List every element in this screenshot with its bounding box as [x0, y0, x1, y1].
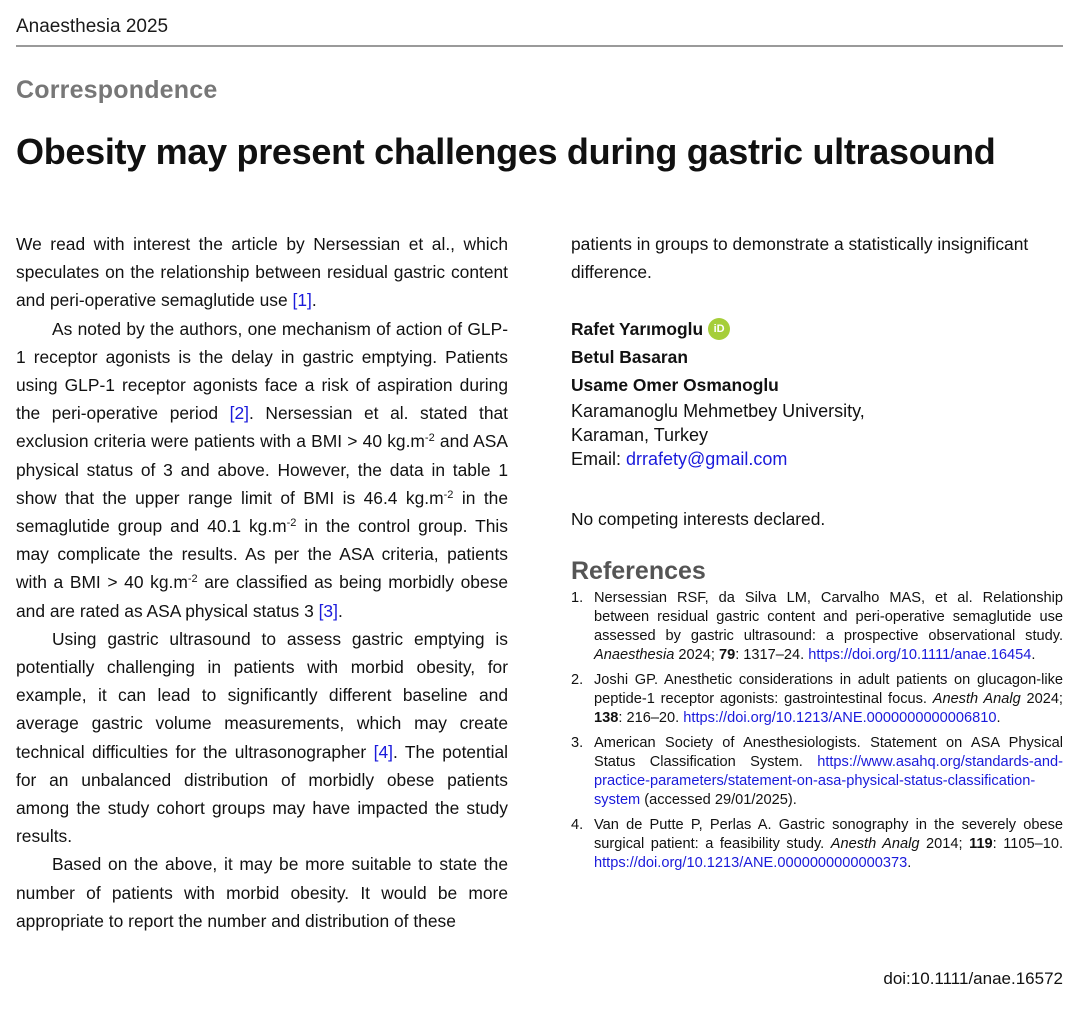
reference-item: 2. Joshi GP. Anesthetic considerations in adult patients on glucagon-like peptide-1 receptor agonists: gastrointestinal focus. Anesth Analg 2024; 138: 216–20. https://doi.org/10.1213/ANE.0000000000006810. [571, 672, 1063, 727]
section-label: Correspondence [16, 76, 218, 104]
reference-item: 3. American Society of Anesthesiologists. Statement on ASA Physical Status Classification System. https://www.asahq.org/standards-and-practice-parameters/statement-on-asa-physical-status-classification-system (accessed 29/01/2025). [571, 735, 1063, 809]
competing-interests: No competing interests declared. [571, 509, 826, 530]
paragraph-1: We read with interest the article by Nersessian et al., which speculates on the relationship between residual gastric content and peri-operative semaglutide use [1]. [16, 234, 508, 311]
header-divider [16, 45, 1063, 47]
affiliation-line-2: Karaman, Turkey [571, 425, 709, 446]
reference-url[interactable]: https://doi.org/10.1213/ANE.0000000000006810 [683, 710, 997, 727]
author-name: Rafet Yarımoglu [571, 319, 704, 340]
article-doi: doi:10.1111/anae.16572 [883, 969, 1063, 988]
article-title: Obesity may present challenges during gastric ultrasound [16, 131, 996, 172]
affiliation-line-1: Karamanoglu Mehmetbey University, [571, 401, 865, 422]
reference-url[interactable]: https://doi.org/10.1111/anae.16454 [808, 647, 1032, 664]
orcid-icon[interactable]: iD [708, 318, 730, 340]
references-heading: References [571, 557, 706, 586]
journal-header: Anaesthesia 2025 [16, 16, 169, 37]
paragraph-4: Based on the above, it may be more suitable to state the number of patients with morbid obesity. It would be more appropriate to report the number and distribution of these [16, 854, 508, 931]
reference-item: 1. Nersessian RSF, da Silva LM, Carvalho MAS, et al. Relationship between residual gastric content and peri-operative semaglutide use assessed by gastric ultrasound: a prospective observational study. Anaesthesia 2024; 79: 1317–24. https://doi.org/10.1111/anae.16454. [571, 590, 1063, 664]
paragraph-3: Using gastric ultrasound to assess gastric emptying is potentially challenging in patients with morbid obesity, for example, it can lead to significantly different baseline and average gastric volume measurements, which may create technical difficulties for the ultrasonographer [4]. The potential for an unbalanced distribution of morbidly obese patients among the study cohort groups may have impacted the study results. [16, 628, 508, 847]
reference-list [571, 589, 1063, 873]
reference-item: 4. Van de Putte P, Perlas A. Gastric sonography in the severely obese surgical patient: a feasibility study. Anesth Analg 2014; 119: 1105–10. https://doi.org/10.1213/ANE.0000000000000373. [571, 817, 1064, 872]
citation-link[interactable]: [2] [229, 403, 249, 424]
email-line: Email: drrafety@gmail.com [571, 449, 788, 470]
reference-url[interactable]: https://doi.org/10.1213/ANE.0000000000000373 [594, 855, 908, 872]
email-link[interactable]: drrafety@gmail.com [626, 449, 788, 470]
reference-url[interactable]: https://www.asahq.org/standards-and-practice-parameters/statement-on-asa-physical-status-classification-system [594, 754, 1063, 809]
citation-link[interactable]: [4] [373, 741, 393, 762]
author-2: Betul Basaran [571, 347, 688, 368]
citation-link[interactable]: [1] [292, 290, 312, 311]
citation-link[interactable]: [3] [318, 600, 338, 621]
paragraph-continued: patients in groups to demonstrate a statistically insignificant difference. [571, 234, 1029, 283]
right-column [571, 230, 1063, 879]
paragraph-2: As noted by the authors, one mechanism of action of GLP-1 receptor agonists is the delay in gastric emptying. Patients using GLP-1 receptor agonists face a risk of aspiration during the peri-operative period [2]. Nersessian et al. stated that exclusion criteria were patients with a BMI > 40 $kg.m^{-2}$ and ASA physical status of 3 and above. However, the data in table 1 show that the upper range limit of BMI is 46.4 $kg.m^{-2}$ in the semaglutide group and 40.1 $kg.m^{-2}$ in the control group. This may complicate the results. As per the ASA criteria, patients with a BMI > 40 $kg.m^{-2}$ are classified as being morbidly obese and are rated as ASA physical status 3 [3]. [16, 318, 508, 621]
author-3: Usame Omer Osmanoglu [571, 375, 779, 396]
author-1 [571, 315, 1063, 343]
left-column [16, 230, 508, 935]
